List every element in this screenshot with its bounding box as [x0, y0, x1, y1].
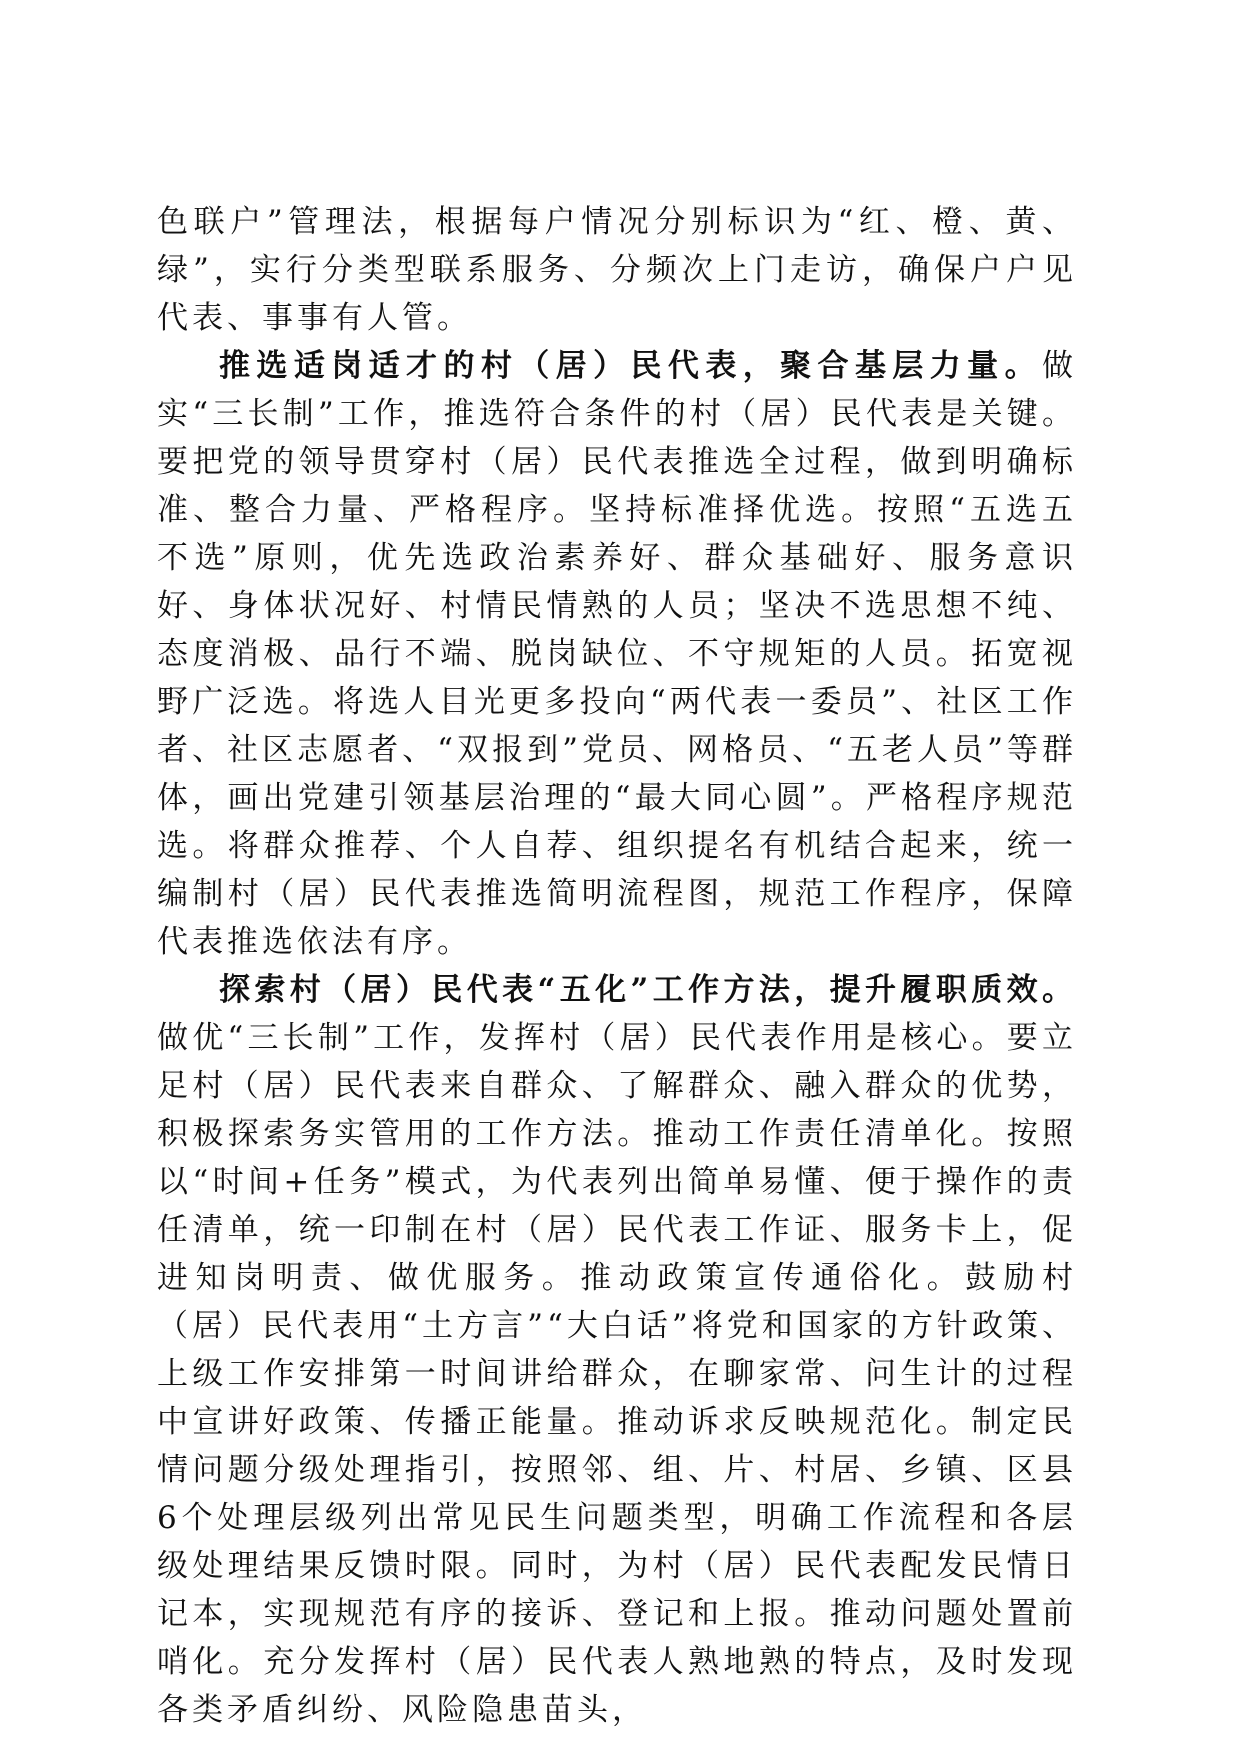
- article-body: [157, 198, 1077, 1734]
- paragraph-2-heading: 推选适岗适才的村（居）民代表，聚合基层力量。: [219, 348, 1042, 384]
- paragraph-continued: [157, 198, 1077, 342]
- paragraph-2-body: 做实“三长制”工作，推选符合条件的村（居）民代表是关键。要把党的领导贯穿村（居）民代表推选全过程，做到明确标准、整合力量、严格程序。坚持标准择优选。按照“五选五不选”原则，优先选政治素养好、群众基础好、服务意识好、身体状况好、村情民情熟的人员；坚决不选思想不纯、态度消极、品行不端、脱岗缺位、不守规矩的人员。拓宽视野广泛选。将选人目光更多投向“两代表一委员”、社区工作者、社区志愿者、“双报到”党员、网格员、“五老人员”等群体，画出党建引领基层治理的“最大同心圆”。严格程序规范选。将群众推荐、个人自荐、组织提名有机结合起来，统一编制村（居）民代表推选简明流程图，规范工作程序，保障代表推选依法有序。: [157, 348, 1077, 960]
- paragraph-candidate-selection: [157, 342, 1077, 966]
- paragraph-1-body: 色联户”管理法，根据每户情况分别标识为“红、橙、黄、绿”，实行分类型联系服务、分频次上门走访，确保户户见代表、事事有人管。: [157, 204, 1077, 336]
- paragraph-3-heading: 探索村（居）民代表“五化”工作方法，提升履职质效。: [219, 972, 1077, 1008]
- paragraph-work-methods: [157, 966, 1077, 1734]
- paragraph-3-body: 做优“三长制”工作，发挥村（居）民代表作用是核心。要立足村（居）民代表来自群众、了解群众、融入群众的优势，积极探索务实管用的工作方法。推动工作责任清单化。按照以“时间+任务”模式，为代表列出简单易懂、便于操作的责任清单，统一印制在村（居）民代表工作证、服务卡上，促进知岗明责、做优服务。推动政策宣传通俗化。鼓励村（居）民代表用“土方言”“大白话”将党和国家的方针政策、上级工作安排第一时间讲给群众，在聊家常、问生计的过程中宣讲好政策、传播正能量。推动诉求反映规范化。制定民情问题分级处理指引，按照邻、组、片、村居、乡镇、区县6个处理层级列出常见民生问题类型，明确工作流程和各层级处理结果反馈时限。同时，为村（居）民代表配发民情日记本，实现规范有序的接诉、登记和上报。推动问题处置前哨化。充分发挥村（居）民代表人熟地熟的特点，及时发现各类矛盾纠纷、风险隐患苗头，: [157, 1020, 1077, 1728]
